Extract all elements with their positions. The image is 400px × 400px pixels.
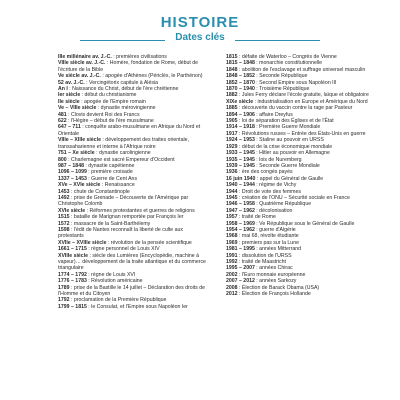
entry-text: : prise de Grenade – Découverte de l'Amérique par Christophe Colomb <box>58 194 189 208</box>
entry-date: 987 – 1848 <box>58 162 84 169</box>
entry-date: 1815 <box>226 54 238 60</box>
timeline-entry <box>226 291 376 297</box>
entry-date: 1981 – 1995 <box>226 246 255 253</box>
entry-date: 1936 <box>226 169 238 176</box>
entry-date: 1917 <box>226 130 238 137</box>
entry-text: : appel du Général de Gaulle <box>255 175 324 182</box>
entry-date: 751 – Xe siècle <box>58 150 95 157</box>
entry-text: : industrialisation en Europe et Amérique du Nord <box>253 98 368 105</box>
entry-date: 1929 <box>226 143 238 150</box>
entry-text: : affaire Dreyfus <box>254 111 293 118</box>
entry-text: : l'Euro monnaie européenne <box>237 271 306 278</box>
entry-text: : années Sarkozy <box>254 278 297 285</box>
entry-date: 1852 – 1870 <box>226 79 255 86</box>
entry-date: 1944 <box>226 188 238 195</box>
entry-text: : début de la crise économique mondiale <box>237 143 333 150</box>
entry-text: : Second Empire sous Napoléon III <box>254 79 337 86</box>
entry-date: 1848 <box>226 66 238 73</box>
entry-text: : mai 68, révolte étudiante <box>237 233 299 240</box>
entry-text: : le Consulat, et l'Empire sous Napoléon Ier <box>86 303 188 310</box>
entry-text: : Révolutions russes – Entrée des États-Unis en guerre <box>237 130 366 137</box>
entry-text: : loi de séparation des Églises et de l'État <box>237 118 334 125</box>
entry-date: 1885 <box>226 105 238 112</box>
entry-text: : dynastie capétienne <box>83 162 135 169</box>
entry-date: Ve – VIIIe siècle <box>58 105 97 112</box>
entry-text: : années Chirac <box>254 265 293 272</box>
entry-date: Ve siècle av. J.-C. <box>58 73 101 80</box>
entry-text: : l'édit de Nantes reconnaît la liberté de culte aux protestants <box>58 226 184 240</box>
entry-text: : monarchie constitutionnelle <box>254 60 323 67</box>
entry-text: : Réformes protestantes et guerres de religions <box>85 207 195 214</box>
entry-date: 1848 – 1852 <box>226 73 255 80</box>
entry-date: 1958 – 1969 <box>226 220 255 227</box>
entry-date: 2012 <box>226 291 238 298</box>
entry-date: 647 – 711 <box>58 124 81 131</box>
entry-text: : Jules Ferry déclare l'école gratuite, laïque et obligatoire <box>237 92 369 99</box>
entry-text: : massacre de la Saint-Barthélemy <box>69 220 151 227</box>
entry-text: : Staline au pouvoir en URSS <box>254 137 324 144</box>
entry-text: : Seconde Guerre Mondiale <box>254 162 320 169</box>
dates-column-right <box>226 54 376 297</box>
entry-text: : règne personnel de Louis XIV <box>86 246 160 253</box>
entry-text: : Clovis devient Roi des Francs <box>66 111 140 118</box>
entry-text: : apogée de l'Empire romain <box>79 98 146 105</box>
entry-date: VIIIe siècle av. J.-C. <box>58 60 106 67</box>
entry-text: : abolition de l'esclavage et suffrage universel masculin <box>237 66 366 73</box>
entry-date: 1947 – 1962 <box>226 207 255 214</box>
entry-date: 1933 – 1945 <box>226 150 255 157</box>
entry-text: : dynastie carolingienne <box>94 150 151 157</box>
entry-text: : Droit de vote des femmes <box>237 188 301 195</box>
entry-date: IIe siècle <box>58 98 80 105</box>
entry-date: 1815 – 1848 <box>226 60 255 67</box>
entry-text: : développement des traites orientale, transsaharienne et interne à l'Afrique noire <box>58 137 189 150</box>
entry-text: : l'Hégire – début de l'ère musulmane <box>66 118 154 125</box>
entry-date: 1598 <box>58 226 70 233</box>
entry-date: 2002 <box>226 271 238 278</box>
entry-text: : révolution de la pensée scientifique <box>106 239 192 246</box>
entry-text: : Charlemagne est sacré Empereur d'Occident <box>66 156 175 163</box>
entry-date: 1946 – 1958 <box>226 201 255 208</box>
entry-text: : découverte du vaccin contre la rage par Pasteur <box>237 105 353 112</box>
entry-date: 2008 <box>226 284 238 291</box>
entry-text: : Naissance du Christ, début de l'ère chrétienne <box>67 86 179 93</box>
entry-date: 1789 <box>58 284 70 291</box>
entry-date: 800 <box>58 156 67 163</box>
entry-text: : Quatrième République <box>254 201 312 208</box>
entry-date: An I <box>58 86 68 93</box>
entry-date: 1945 <box>226 194 238 201</box>
entry-date: 1572 <box>58 220 70 227</box>
page-subtitle: Dates clés <box>175 32 225 43</box>
entry-date: 1939 – 1945 <box>226 162 255 169</box>
timeline-entry <box>58 195 208 208</box>
entry-text: : Guerre de Cent Ans <box>86 175 138 182</box>
entry-text: : Ve République sous le Général de Gaulle <box>254 220 355 227</box>
entry-text: : conquête arabo-musulmane en Afrique du Nord et Orientale <box>58 124 201 137</box>
entry-text: : règne de Louis XVI <box>86 271 136 278</box>
entry-date: 1905 <box>226 118 238 125</box>
timeline-entry <box>58 285 208 298</box>
timeline-entry <box>58 124 208 137</box>
entry-text: : Homère, fondation de Rome, début de l'écriture de la Bible <box>58 60 199 73</box>
timeline-entry <box>58 227 208 240</box>
entry-date: 1515 <box>58 214 70 221</box>
entry-date: 1914 – 1918 <box>226 124 255 131</box>
entry-text: : guerre d'Algérie <box>254 226 296 233</box>
entry-text: : ère des congés payés <box>237 169 293 176</box>
entry-text: : Révolution américaine <box>86 278 143 285</box>
entry-date: 1992 <box>226 259 238 265</box>
entry-date: VIIIe – XIIIe siècle <box>58 137 101 144</box>
entry-text: : Élection de Barack Obama (USA) <box>237 284 320 291</box>
entry-date: XVe – XVIe siècle <box>58 182 101 189</box>
entry-text: : Première Guerre Mondiale <box>254 124 321 131</box>
entry-text: : Seconde République <box>254 73 308 80</box>
entry-date: 1870 – 1940 <box>226 86 255 93</box>
entry-date: 1661 – 1715 <box>58 246 87 253</box>
entry-text: : années Mitterrand <box>254 246 301 253</box>
entry-text: : premières civilisations <box>111 54 167 60</box>
entry-text: : traité de Maastricht <box>237 259 286 265</box>
entry-date: XIXe siècle <box>226 98 254 105</box>
entry-text: : création de l'ONU – Sécurité sociale en France <box>237 194 350 201</box>
entry-date: 1954 – 1962 <box>226 226 255 233</box>
subtitle-block <box>80 32 320 48</box>
timeline-entry <box>58 137 208 150</box>
entry-text: : Hitler au pouvoir en Allemagne <box>254 150 330 157</box>
entry-date: XVIIIe siècle <box>58 252 88 259</box>
entry-text: : Renaissance <box>100 182 135 189</box>
entry-date: 1968 <box>226 233 238 240</box>
entry-date: 1776 – 1783 <box>58 278 87 285</box>
entry-date: 481 <box>58 111 67 118</box>
entry-date: 1774 – 1792 <box>58 271 87 278</box>
entry-date: 52 av. J.-C. <box>58 79 85 86</box>
timeline-entry <box>58 304 208 310</box>
entry-text: : traité de Rome <box>237 214 276 221</box>
entry-date: 1492 <box>58 194 70 201</box>
entry-date: 1799 – 1815 <box>58 303 87 310</box>
entry-text: : dissolution de l'URSS <box>237 252 292 259</box>
entry-text: : défaite de Waterloo – Congrès de Vienne <box>237 54 337 60</box>
entry-text: : première croisade <box>86 169 133 176</box>
entry-date: 622 <box>58 118 67 125</box>
dates-column-left <box>58 54 208 310</box>
divider-right <box>235 40 320 41</box>
entry-text: : bataille de Marignan remportée par François Ier <box>69 214 184 221</box>
entry-date: 1882 <box>226 92 238 99</box>
entry-text: : Élection de François Hollande <box>237 291 311 298</box>
entry-text: : siècle des Lumières (Encyclopédie, machine à vapeur)… développement de la traite atlantique et du commerce triangulaire <box>58 252 206 272</box>
entry-date: 1935 – 1945 <box>226 156 255 163</box>
entry-date: IIIe millénaire av. J.-C. <box>58 54 112 60</box>
entry-text: : apogée d'Athènes (Périclès, le Parthénon) <box>100 73 203 80</box>
entry-date: Ier siècle <box>58 92 81 99</box>
entry-text: : prise de la Bastille le 14 juillet – Déclaration des droits de l'Homme et du Citoyen <box>58 284 206 298</box>
entry-text: : chute de Constantinople <box>69 188 130 195</box>
entry-text: : Vercingétorix capitule à Alésia <box>84 79 158 86</box>
entry-date: 1894 – 1906 <box>226 111 255 118</box>
entry-date: 1924 – 1953 <box>226 137 255 144</box>
entry-text: : lois de Nuremberg <box>254 156 302 163</box>
entry-text: : début du christianisme <box>80 92 137 99</box>
entry-date: 1940 – 1944 <box>226 182 255 189</box>
entry-date: 1337 – 1453 <box>58 175 87 182</box>
entry-date: 1792 <box>58 297 70 304</box>
entry-date: XVIIe – XVIIIe siècle <box>58 239 107 246</box>
entry-date: 1969 <box>226 239 238 246</box>
entry-date: XVIe siècle <box>58 207 86 214</box>
entry-date: 1995 – 2007 <box>226 265 255 272</box>
entry-text: : proclamation de la Première République <box>69 297 167 304</box>
entry-date: 1991 <box>226 252 238 259</box>
timeline-entry <box>58 253 208 272</box>
entry-date: 1957 <box>226 214 238 221</box>
entry-text: : décolonisation <box>254 207 293 214</box>
entry-text: : régime de Vichy <box>254 182 297 189</box>
entry-date: 16 juin 1940 <box>226 175 256 182</box>
entry-date: 1096 – 1099 <box>58 169 87 176</box>
entry-date: 1453 <box>58 188 70 195</box>
entry-text: : Troisième République <box>254 86 310 93</box>
entry-text: : dynastie mérovingienne <box>96 105 156 112</box>
page-title: HISTOIRE <box>160 14 240 31</box>
timeline-entry <box>58 60 208 73</box>
entry-date: 2007 – 2012 <box>226 278 255 285</box>
entry-text: : premiers pas sur la Lune <box>237 239 299 246</box>
